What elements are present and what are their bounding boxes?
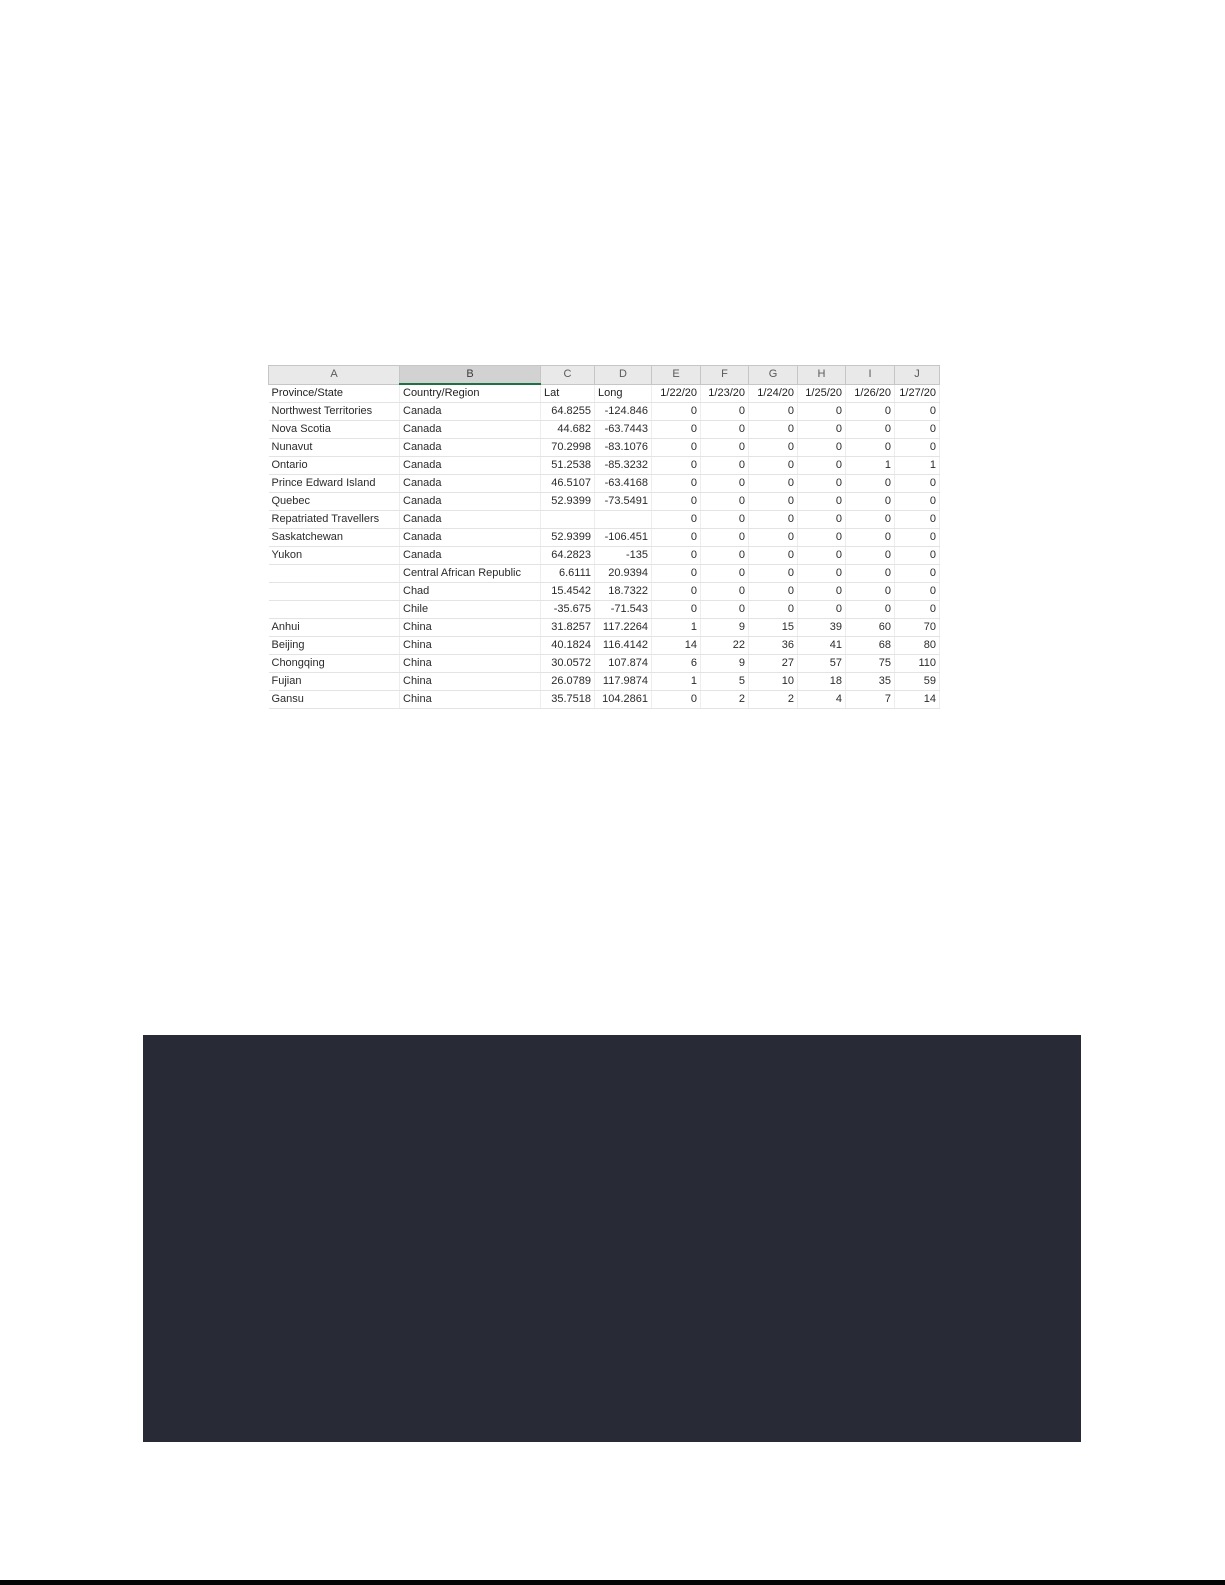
column-header-e[interactable]: E bbox=[652, 366, 701, 385]
cell[interactable]: 22 bbox=[701, 637, 749, 655]
column-header-j[interactable]: J bbox=[895, 366, 940, 385]
table-row bbox=[269, 439, 940, 457]
table-row bbox=[269, 565, 940, 583]
cell[interactable]: 0 bbox=[895, 511, 940, 529]
cell[interactable]: 0 bbox=[895, 547, 940, 565]
cell[interactable]: 0 bbox=[846, 601, 895, 619]
table-row bbox=[269, 421, 940, 439]
cell[interactable]: 35 bbox=[846, 673, 895, 691]
cell[interactable]: 0 bbox=[846, 529, 895, 547]
cell[interactable]: Nova Scotia bbox=[269, 421, 400, 439]
cell[interactable]: 35.7518 bbox=[541, 691, 595, 709]
cell[interactable]: 0 bbox=[652, 475, 701, 493]
cell[interactable]: 75 bbox=[846, 655, 895, 673]
cell[interactable]: 0 bbox=[652, 565, 701, 583]
cell[interactable]: 0 bbox=[798, 493, 846, 511]
cell[interactable]: 36 bbox=[749, 637, 798, 655]
cell[interactable]: 0 bbox=[701, 529, 749, 547]
field-header-cell[interactable]: Lat bbox=[541, 384, 595, 403]
cell[interactable]: -63.7443 bbox=[595, 421, 652, 439]
table-row bbox=[269, 511, 940, 529]
cell[interactable]: 31.8257 bbox=[541, 619, 595, 637]
cell[interactable]: 27 bbox=[749, 655, 798, 673]
cell[interactable]: 0 bbox=[846, 493, 895, 511]
cell[interactable]: China bbox=[400, 673, 541, 691]
cell[interactable]: 0 bbox=[749, 475, 798, 493]
cell[interactable]: 0 bbox=[846, 475, 895, 493]
cell[interactable]: 0 bbox=[701, 439, 749, 457]
cell[interactable]: Nunavut bbox=[269, 439, 400, 457]
cell[interactable]: 0 bbox=[846, 439, 895, 457]
field-header-cell[interactable]: 1/23/20 bbox=[701, 384, 749, 403]
cell[interactable]: Canada bbox=[400, 475, 541, 493]
cell[interactable]: 0 bbox=[749, 457, 798, 475]
table-row bbox=[269, 493, 940, 511]
cell[interactable]: 1 bbox=[652, 619, 701, 637]
spreadsheet-grid bbox=[268, 365, 940, 709]
cell[interactable]: 0 bbox=[895, 565, 940, 583]
cell[interactable]: 0 bbox=[798, 457, 846, 475]
cell[interactable]: Quebec bbox=[269, 493, 400, 511]
cell[interactable]: 0 bbox=[895, 583, 940, 601]
cell[interactable]: Chile bbox=[400, 601, 541, 619]
cell[interactable]: 0 bbox=[895, 475, 940, 493]
column-header-d[interactable]: D bbox=[595, 366, 652, 385]
cell[interactable]: 7 bbox=[846, 691, 895, 709]
cell[interactable]: 0 bbox=[701, 601, 749, 619]
cell[interactable]: 4 bbox=[798, 691, 846, 709]
cell[interactable]: -106.451 bbox=[595, 529, 652, 547]
cell[interactable]: 0 bbox=[749, 439, 798, 457]
cell[interactable]: 0 bbox=[798, 565, 846, 583]
column-header-c[interactable]: C bbox=[541, 366, 595, 385]
cell[interactable]: 0 bbox=[652, 601, 701, 619]
cell[interactable]: 0 bbox=[798, 475, 846, 493]
cell[interactable]: 5 bbox=[701, 673, 749, 691]
cell[interactable]: 0 bbox=[701, 583, 749, 601]
cell[interactable]: Canada bbox=[400, 547, 541, 565]
cell[interactable]: 0 bbox=[895, 421, 940, 439]
cell[interactable]: 2 bbox=[749, 691, 798, 709]
cell[interactable]: 0 bbox=[895, 529, 940, 547]
column-header-a[interactable]: A bbox=[269, 366, 400, 385]
cell[interactable]: 0 bbox=[652, 529, 701, 547]
cell[interactable]: 0 bbox=[701, 475, 749, 493]
cell[interactable]: 0 bbox=[652, 691, 701, 709]
cell[interactable]: 0 bbox=[652, 493, 701, 511]
cell[interactable] bbox=[541, 511, 595, 529]
cell[interactable]: Repatriated Travellers bbox=[269, 511, 400, 529]
cell[interactable]: 0 bbox=[895, 493, 940, 511]
cell[interactable]: 64.2823 bbox=[541, 547, 595, 565]
cell[interactable]: 0 bbox=[701, 511, 749, 529]
cell[interactable]: 68 bbox=[846, 637, 895, 655]
cell[interactable]: 30.0572 bbox=[541, 655, 595, 673]
bottom-divider-bar bbox=[0, 1580, 1225, 1585]
cell[interactable]: 18.7322 bbox=[595, 583, 652, 601]
cell[interactable]: 52.9399 bbox=[541, 493, 595, 511]
cell[interactable]: 64.8255 bbox=[541, 403, 595, 421]
cell[interactable]: 44.682 bbox=[541, 421, 595, 439]
table-row bbox=[269, 637, 940, 655]
column-header-i[interactable]: I bbox=[846, 366, 895, 385]
cell[interactable]: Saskatchewan bbox=[269, 529, 400, 547]
cell[interactable]: 59 bbox=[895, 673, 940, 691]
cell[interactable] bbox=[595, 511, 652, 529]
cell[interactable] bbox=[269, 565, 400, 583]
table-row bbox=[269, 403, 940, 421]
column-header-f[interactable]: F bbox=[701, 366, 749, 385]
cell[interactable] bbox=[269, 583, 400, 601]
cell[interactable]: 0 bbox=[701, 565, 749, 583]
column-header-g[interactable]: G bbox=[749, 366, 798, 385]
cell[interactable]: 6.6111 bbox=[541, 565, 595, 583]
cell[interactable]: 60 bbox=[846, 619, 895, 637]
cell[interactable]: 80 bbox=[895, 637, 940, 655]
cell[interactable]: 39 bbox=[798, 619, 846, 637]
cell[interactable]: Central African Republic bbox=[400, 565, 541, 583]
cell[interactable]: 0 bbox=[846, 421, 895, 439]
cell[interactable]: Chad bbox=[400, 583, 541, 601]
cell[interactable]: Canada bbox=[400, 529, 541, 547]
cell[interactable]: 1 bbox=[652, 673, 701, 691]
cell[interactable]: 18 bbox=[798, 673, 846, 691]
cell[interactable]: 0 bbox=[895, 601, 940, 619]
cell[interactable]: Ontario bbox=[269, 457, 400, 475]
cell[interactable]: 0 bbox=[798, 421, 846, 439]
table-row bbox=[269, 655, 940, 673]
cell[interactable]: 0 bbox=[652, 403, 701, 421]
cell[interactable]: Northwest Territories bbox=[269, 403, 400, 421]
cell[interactable]: 0 bbox=[798, 547, 846, 565]
cell[interactable]: 0 bbox=[749, 493, 798, 511]
cell[interactable]: 14 bbox=[895, 691, 940, 709]
table-row bbox=[269, 475, 940, 493]
dark-panel bbox=[143, 1035, 1081, 1442]
cell[interactable]: Canada bbox=[400, 511, 541, 529]
table-row bbox=[269, 691, 940, 709]
field-header-row bbox=[269, 384, 940, 403]
cell[interactable]: -135 bbox=[595, 547, 652, 565]
cell[interactable]: 26.0789 bbox=[541, 673, 595, 691]
cell[interactable]: Beijing bbox=[269, 637, 400, 655]
cell[interactable]: 2 bbox=[701, 691, 749, 709]
table-row bbox=[269, 673, 940, 691]
cell[interactable]: Anhui bbox=[269, 619, 400, 637]
field-header-cell[interactable]: Long bbox=[595, 384, 652, 403]
cell[interactable] bbox=[269, 601, 400, 619]
cell[interactable]: 51.2538 bbox=[541, 457, 595, 475]
cell[interactable]: 15 bbox=[749, 619, 798, 637]
cell[interactable]: 0 bbox=[749, 547, 798, 565]
cell[interactable]: 70.2998 bbox=[541, 439, 595, 457]
field-header-cell[interactable]: 1/26/20 bbox=[846, 384, 895, 403]
cell[interactable]: 0 bbox=[749, 511, 798, 529]
cell[interactable]: Canada bbox=[400, 421, 541, 439]
cell[interactable]: 117.9874 bbox=[595, 673, 652, 691]
cell[interactable]: 0 bbox=[895, 439, 940, 457]
cell[interactable]: 1 bbox=[895, 457, 940, 475]
cell[interactable]: 0 bbox=[798, 511, 846, 529]
field-header-cell[interactable]: 1/27/20 bbox=[895, 384, 940, 403]
cell[interactable]: 20.9394 bbox=[595, 565, 652, 583]
cell[interactable]: 0 bbox=[749, 421, 798, 439]
cell[interactable]: 0 bbox=[846, 583, 895, 601]
cell[interactable]: 116.4142 bbox=[595, 637, 652, 655]
cell[interactable]: Prince Edward Island bbox=[269, 475, 400, 493]
cell[interactable]: 9 bbox=[701, 619, 749, 637]
column-letters-row bbox=[269, 366, 940, 385]
cell[interactable]: China bbox=[400, 655, 541, 673]
cell[interactable]: Gansu bbox=[269, 691, 400, 709]
table-row bbox=[269, 601, 940, 619]
cell[interactable]: 0 bbox=[701, 547, 749, 565]
table-row bbox=[269, 619, 940, 637]
cell[interactable]: 0 bbox=[701, 403, 749, 421]
column-header-h[interactable]: H bbox=[798, 366, 846, 385]
field-header-cell[interactable]: 1/22/20 bbox=[652, 384, 701, 403]
cell[interactable]: -63.4168 bbox=[595, 475, 652, 493]
cell[interactable]: 0 bbox=[798, 403, 846, 421]
cell[interactable]: 0 bbox=[895, 403, 940, 421]
cell[interactable]: 15.4542 bbox=[541, 583, 595, 601]
cell[interactable]: 0 bbox=[652, 583, 701, 601]
cell[interactable]: 14 bbox=[652, 637, 701, 655]
cell[interactable]: 9 bbox=[701, 655, 749, 673]
cell[interactable]: 40.1824 bbox=[541, 637, 595, 655]
cell[interactable]: 0 bbox=[798, 439, 846, 457]
cell[interactable]: 70 bbox=[895, 619, 940, 637]
table-row bbox=[269, 583, 940, 601]
cell[interactable]: -83.1076 bbox=[595, 439, 652, 457]
cell[interactable]: 0 bbox=[749, 403, 798, 421]
cell[interactable]: 0 bbox=[798, 529, 846, 547]
cell[interactable]: Canada bbox=[400, 493, 541, 511]
cell[interactable]: 0 bbox=[749, 583, 798, 601]
cell[interactable]: 0 bbox=[846, 403, 895, 421]
cell[interactable]: Canada bbox=[400, 439, 541, 457]
cell[interactable]: China bbox=[400, 637, 541, 655]
cell[interactable]: Yukon bbox=[269, 547, 400, 565]
cell[interactable]: 0 bbox=[846, 511, 895, 529]
cell[interactable]: 0 bbox=[701, 457, 749, 475]
cell[interactable]: 0 bbox=[652, 547, 701, 565]
cell[interactable]: 41 bbox=[798, 637, 846, 655]
cell[interactable]: -35.675 bbox=[541, 601, 595, 619]
cell[interactable]: Chongqing bbox=[269, 655, 400, 673]
table-row bbox=[269, 457, 940, 475]
cell[interactable]: 0 bbox=[846, 565, 895, 583]
cell[interactable]: 0 bbox=[652, 439, 701, 457]
field-header-cell[interactable]: Country/Region bbox=[400, 384, 541, 403]
cell[interactable]: 0 bbox=[846, 547, 895, 565]
cell[interactable]: 6 bbox=[652, 655, 701, 673]
cell[interactable]: 0 bbox=[701, 493, 749, 511]
cell[interactable]: Canada bbox=[400, 457, 541, 475]
cell[interactable]: 10 bbox=[749, 673, 798, 691]
cell[interactable]: 0 bbox=[798, 583, 846, 601]
table-row bbox=[269, 529, 940, 547]
cell[interactable]: Canada bbox=[400, 403, 541, 421]
cell[interactable]: 46.5107 bbox=[541, 475, 595, 493]
cell[interactable]: 0 bbox=[749, 529, 798, 547]
field-header-cell[interactable]: 1/25/20 bbox=[798, 384, 846, 403]
cell[interactable]: 0 bbox=[652, 457, 701, 475]
column-header-b[interactable]: B bbox=[400, 366, 541, 385]
spreadsheet bbox=[268, 365, 940, 709]
cell[interactable]: 0 bbox=[652, 511, 701, 529]
cell[interactable]: Fujian bbox=[269, 673, 400, 691]
cell[interactable]: China bbox=[400, 619, 541, 637]
cell[interactable]: -124.846 bbox=[595, 403, 652, 421]
cell[interactable]: 52.9399 bbox=[541, 529, 595, 547]
cell[interactable]: 104.2861 bbox=[595, 691, 652, 709]
cell[interactable]: 107.874 bbox=[595, 655, 652, 673]
cell[interactable]: 0 bbox=[798, 601, 846, 619]
cell[interactable]: 0 bbox=[652, 421, 701, 439]
field-header-cell[interactable]: Province/State bbox=[269, 384, 400, 403]
cell[interactable]: 0 bbox=[749, 565, 798, 583]
cell[interactable]: 57 bbox=[798, 655, 846, 673]
cell[interactable]: 0 bbox=[749, 601, 798, 619]
cell[interactable]: 117.2264 bbox=[595, 619, 652, 637]
cell[interactable]: -71.543 bbox=[595, 601, 652, 619]
field-header-cell[interactable]: 1/24/20 bbox=[749, 384, 798, 403]
table-row bbox=[269, 547, 940, 565]
cell[interactable]: -73.5491 bbox=[595, 493, 652, 511]
cell[interactable]: 1 bbox=[846, 457, 895, 475]
cell[interactable]: China bbox=[400, 691, 541, 709]
cell[interactable]: -85.3232 bbox=[595, 457, 652, 475]
cell[interactable]: 0 bbox=[701, 421, 749, 439]
cell[interactable]: 110 bbox=[895, 655, 940, 673]
